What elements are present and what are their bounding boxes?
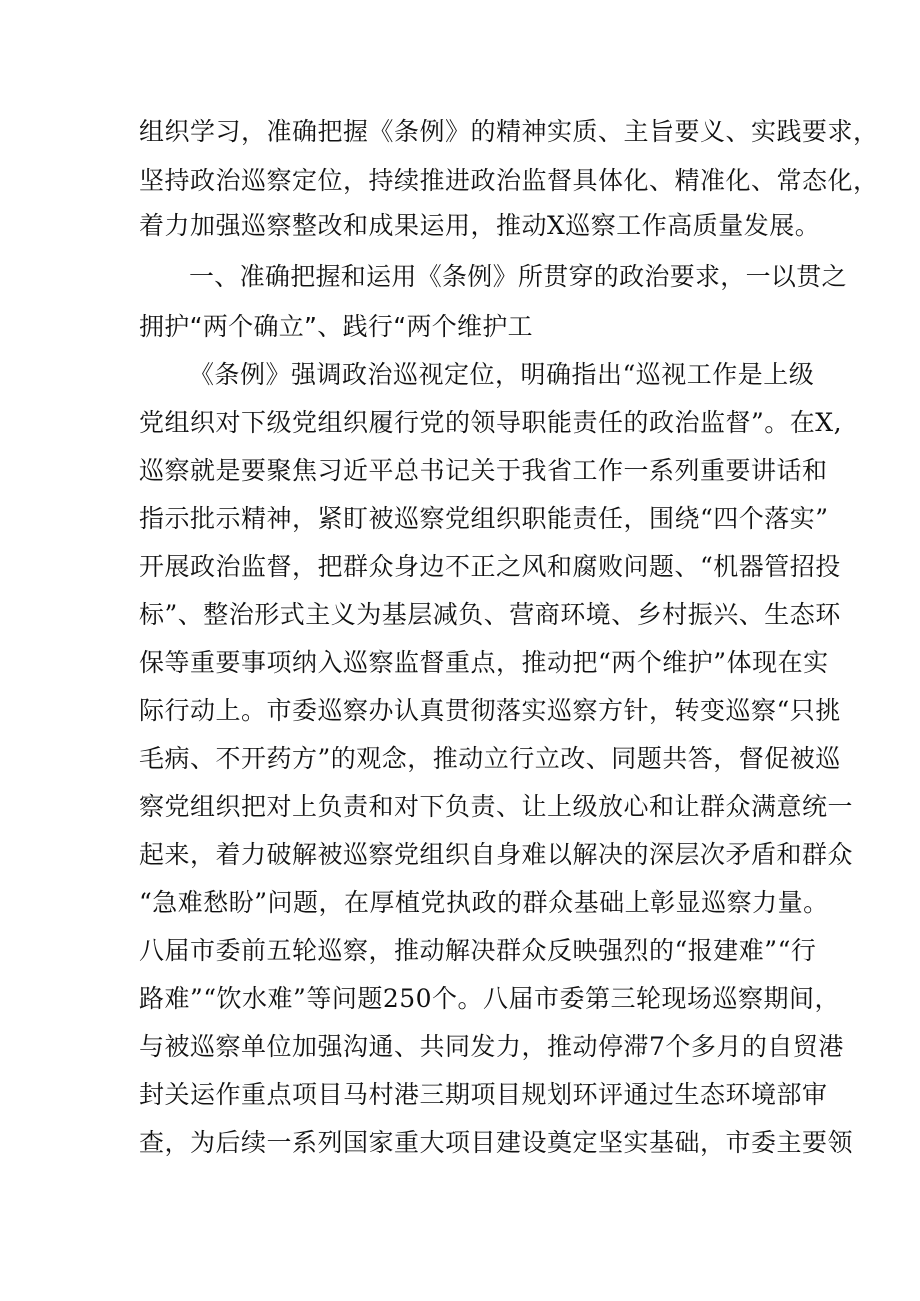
body-line-12: “急难愁盼”问题，在厚植党执政的群众基础上彰显巡察力量。	[139, 888, 829, 917]
body-line-1: 《条例》强调政治巡视定位，明确指出“巡视工作是上级	[189, 360, 815, 389]
body-line-14: 路难”“饮水难”等问题250个。八届市委第三轮现场巡察期间，	[139, 984, 841, 1013]
body-line-8: 际行动上。市委巡察办认真贯彻落实巡察方针，转变巡察“只挑	[139, 696, 841, 725]
body-line-11: 起来，着力破解被巡察党组织自身难以解决的深层次矛盾和群众	[139, 840, 854, 869]
body-line-5: 开展政治监督，把群众身边不正之风和腐败问题、“机器管招投	[139, 552, 841, 581]
body-line-17: 查，为后续一系列国家重大项目建设奠定坚实基础，市委主要领	[139, 1128, 854, 1157]
intro-line-3: 着力加强巡察整改和成果运用，推动X巡察工作高质量发展。	[139, 211, 821, 240]
body-line-13: 八届市委前五轮巡察，推动解决群众反映强烈的“报建难”“行	[139, 936, 817, 965]
body-line-7: 保等重要事项纳入巡察监督重点，推动把“两个维护”体现在实	[139, 648, 829, 677]
body-line-9: 毛病、不开药方”的观念，推动立行立改、同题共答，督促被巡	[139, 744, 841, 773]
body-line-3: 巡察就是要聚焦习近平总书记关于我省工作一系列重要讲话和	[139, 456, 828, 485]
section-heading-line-2: 拥护“两个确立”、践行“两个维护工	[139, 312, 533, 341]
body-line-15: 与被巡察单位加强沟通、共同发力，推动停滞7个多月的自贸港	[139, 1032, 844, 1061]
intro-line-2: 坚持政治巡察定位，持续推进政治监督具体化、精准化、常态化，	[139, 166, 879, 195]
body-line-10: 察党组织把对上负责和对下负责、让上级放心和让群众满意统一	[139, 792, 854, 821]
body-line-16: 封关运作重点项目马村港三期项目规划环评通过生态环境部审	[139, 1080, 828, 1109]
intro-line-1: 组织学习，准确把握《条例》的精神实质、主旨要义、实践要求，	[139, 117, 879, 146]
body-line-2: 党组织对下级党组织履行党的领导职能责任的政治监督”。在X,	[139, 408, 843, 437]
body-line-4: 指示批示精神，紧盯被巡察党组织职能责任，围绕“四个落实”	[139, 504, 829, 533]
section-heading-line-1: 一、准确把握和运用《条例》所贯穿的政治要求，一以贯之	[189, 262, 847, 291]
body-line-6: 标”、整治形式主义为基层减负、营商环境、乡村振兴、生态环	[139, 600, 841, 629]
